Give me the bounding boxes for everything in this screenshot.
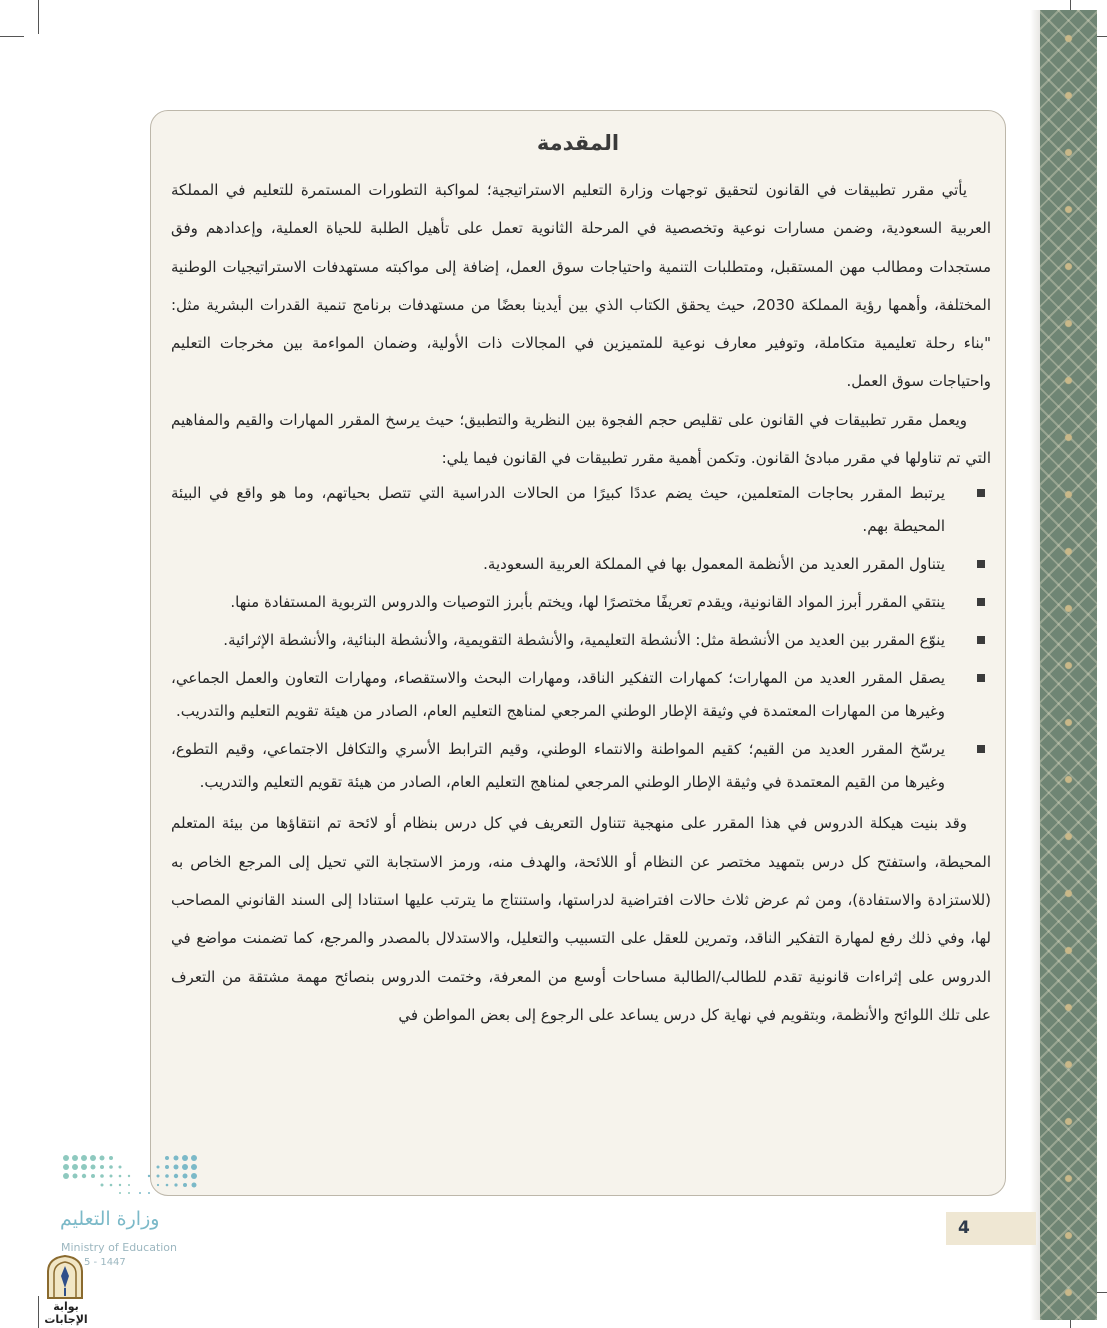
list-item	[171, 548, 991, 581]
crop-mark	[38, 0, 39, 34]
square-bullet-icon	[977, 489, 985, 497]
list-item	[171, 624, 991, 657]
crop-mark	[0, 36, 24, 37]
list-item-text: يتناول المقرر العديد من الأنظمة المعمول بها في المملكة العربية السعودية.	[483, 555, 945, 574]
list-item	[171, 733, 991, 799]
list-item-text: يرسّخ المقرر العديد من القيم؛ كقيم المواطنة والانتماء الوطني، وقيم الترابط الأسري والتكافل الاجتماعي، وقيم التطوع، وغيرها من القيم المعتمدة في وثيقة الإطار الوطني المرجعي لمناهج التعليم العام، الصادر من هيئة تقويم التعليم والتدريب.	[171, 740, 945, 792]
introduction-box	[150, 110, 1006, 1196]
list-item	[171, 586, 991, 619]
edition-year: 5 - 1447	[84, 1257, 126, 1268]
square-bullet-icon	[977, 636, 985, 644]
intro-paragraph-3: وقد بنيت هيكلة الدروس في هذا المقرر على منهجية تتناول التعريف في كل درس بنظام أو لائحة تم انتقاؤها من بيئة المتعلم المحيطة، واستفتح كل درس بتمهيد مختصر عن النظام أو اللائحة، والهدف منه، ورمز الاستجابة التي تحيل إلى المرجع الخاص به (للاستزادة والاستفادة)، ومن ثم عرض ثلاث حالات افتراضية لدراستها، واستنتاج ما يترتب عليها استنادا إلى السند القانوني المصاحب لها، وفي ذلك رفع لمهارة التفكير الناقد، وتمرين للعقل على التسبيب والتعليل، والاستدلال بالمصدر والمرجع، كما تضمنت مواضع في الدروس على إثراءات قانونية تقدم للطالب/الطالبة مساحات أوسع من المعرفة، وختمت الدروس بنصائح مهمة مشتقة من التعرف على تلك اللوائح والأنظمة، وبتقويم في نهاية كل درس يساعد على الرجوع إلى بعض المواطن في	[171, 814, 991, 1024]
site-name: بوابة الإجابات	[44, 1300, 88, 1326]
islamic-pattern-strip	[1040, 10, 1097, 1320]
ministry-name-arabic: وزارة التعليم	[60, 1208, 160, 1230]
page-number: 4	[958, 1218, 970, 1238]
intro-paragraph-1: يأتي مقرر تطبيقات في القانون لتحقيق توجهات وزارة التعليم الاستراتيجية؛ لمواكبة التطورات المستمرة للتعليم في المملكة العربية السعودية، وضمن مسارات نوعية وتخصصية في المرحلة الثانوية تعمل على تأهيل الطلبة للحياة العملية، وإعدادهم وفق مستجدات ومطالب مهن المستقبل، ومتطلبات التنمية واحتياجات سوق العمل، إضافة إلى مواكبته مستهدفات الاستراتيجيات الوطنية المختلفة، وأهمها رؤية المملكة 2030، حيث يحقق الكتاب الذي بين أيدينا بعضًا من مستهدفات برنامج تنمية القدرات البشرية مثل: "بناء رحلة تعليمية متكاملة، وتوفير معارف نوعية للمتميزين في المجالات ذات الأولية، وضمان المواءمة بين مخرجات التعليم واحتياجات سوق العمل.	[171, 181, 991, 391]
importance-list	[171, 477, 991, 799]
page-title: المقدمة	[536, 131, 620, 155]
square-bullet-icon	[977, 674, 985, 682]
list-item-text: يصقل المقرر العديد من المهارات؛ كمهارات التفكير الناقد، ومهارات البحث والاستقصاء، ومهارات التعاون والعمل الجماعي، وغيرها من المهارات المعتمدة في وثيقة الإطار الوطني المرجعي لمناهج التعليم العام، الصادر من هيئة تقويم التعليم والتدريب.	[171, 669, 945, 721]
ministry-dots-logo	[62, 1152, 198, 1202]
list-item	[171, 662, 991, 728]
answers-gate-logo	[44, 1254, 86, 1300]
ministry-name-english: Ministry of Education	[61, 1241, 178, 1254]
list-item-text: ينتقي المقرر أبرز المواد القانونية، ويقدم تعريفًا مختصرًا لها، ويختم بأبرز التوصيات والدروس التربوية المستفادة منها.	[230, 593, 945, 612]
list-item-text: يرتبط المقرر بحاجات المتعلمين، حيث يضم عددًا كبيرًا من الحالات الدراسية التي تتصل بحياتهم، وما هو واقع في البيئة المحيطة بهم.	[171, 484, 945, 536]
list-item-text: ينوّع المقرر بين العديد من الأنشطة مثل: الأنشطة التعليمية، والأنشطة التقويمية، والأنشطة البنائية، والأنشطة الإثرائية.	[223, 631, 945, 650]
square-bullet-icon	[977, 598, 985, 606]
list-item	[171, 477, 991, 543]
intro-paragraph-2: ويعمل مقرر تطبيقات في القانون على تقليص حجم الفجوة بين النظرية والتطبيق؛ حيث يرسخ المقرر المهارات والقيم والمفاهيم التي تم تناولها في مقرر مبادئ القانون. وتكمن أهمية مقرر تطبيقات في القانون فيما يلي:	[171, 410, 991, 468]
introduction-content	[171, 171, 991, 1034]
square-bullet-icon	[977, 560, 985, 568]
square-bullet-icon	[977, 745, 985, 753]
